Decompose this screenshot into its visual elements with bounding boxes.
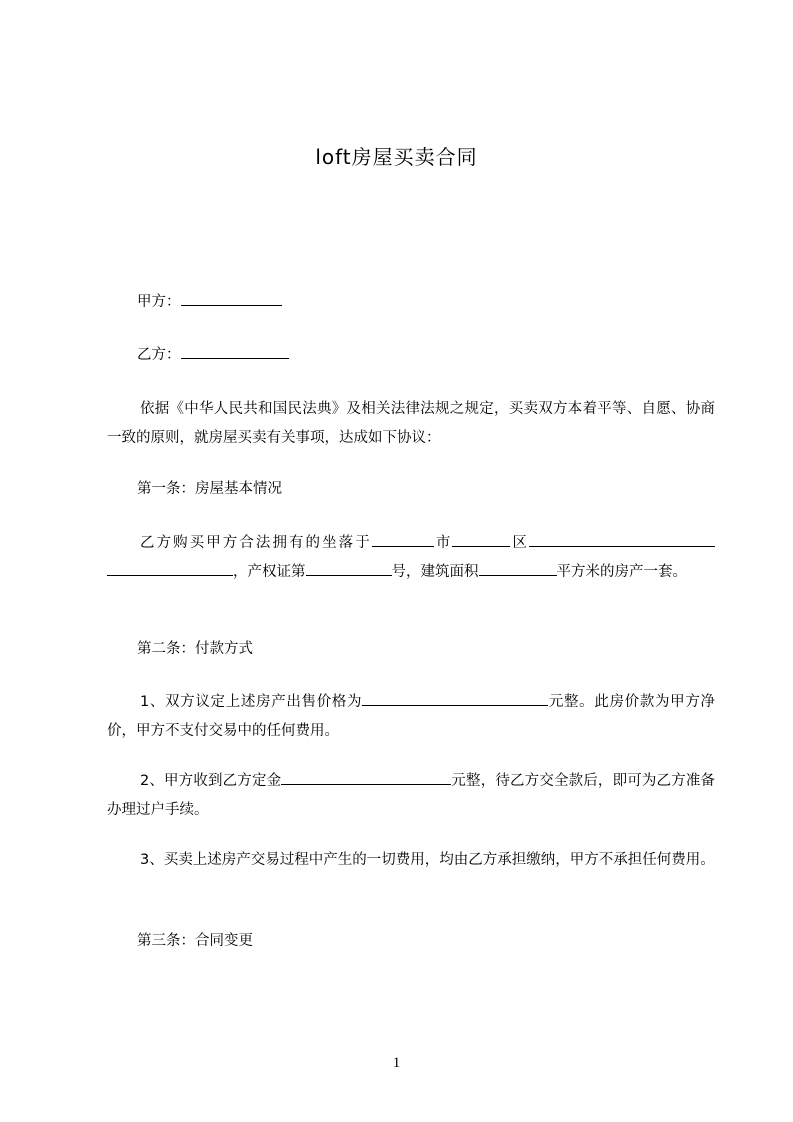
party-b-blank <box>181 343 289 359</box>
article2-item1 <box>107 688 715 746</box>
article1-area-label: 平方米的房产一套。 <box>556 564 687 580</box>
article1-text-part1: 乙方购买甲方合法拥有的坐落于 <box>140 535 372 551</box>
cert-number-blank <box>306 560 392 576</box>
article2-item3: 3、买卖上述房产交易过程中产生的一切费用，均由乙方承担缴纳，甲方不承担任何费用。 <box>140 852 715 868</box>
document-title: loft房屋买卖合同 <box>315 145 478 169</box>
area-blank <box>479 560 557 576</box>
party-b-label: 乙方： <box>137 347 181 363</box>
party-b-line <box>107 343 737 366</box>
article1-district-label: 区 <box>510 535 530 551</box>
preamble-paragraph: 依据《中华人民共和国民法典》及相关法律法规之规定，买卖双方本着平等、自愿、协商一致的原则，就房屋买卖有关事项，达成如下协议： <box>107 401 715 446</box>
article1-heading: 第一条：房屋基本情况 <box>137 481 282 497</box>
article1-paragraph <box>107 529 715 587</box>
article2-item2 <box>107 767 715 825</box>
district-blank <box>452 531 510 547</box>
article1-city-label: 市 <box>433 535 453 551</box>
article2-item1-part1: 1、双方议定上述房产出售价格为 <box>140 694 363 710</box>
party-a-line <box>107 290 737 313</box>
article2-item1-part2: 元整。此房价款为甲方净价，甲方不支付交易中的任何费用。 <box>107 694 715 739</box>
deposit-blank <box>281 769 451 785</box>
article3-heading: 第三条：合同变更 <box>137 933 253 949</box>
article2-heading: 第二条：付款方式 <box>137 641 253 657</box>
page-number: 1 <box>392 1055 401 1071</box>
article1-number-label: 号，建筑面积 <box>391 564 479 580</box>
city-blank <box>372 531 434 547</box>
party-a-blank <box>181 290 282 306</box>
address-blank-2 <box>107 560 233 576</box>
address-blank <box>529 531 715 547</box>
party-a-label: 甲方： <box>137 294 181 310</box>
price-blank <box>362 690 548 706</box>
article2-item2-part2: 元整，待乙方交全款后，即可为乙方准备办理过户手续。 <box>107 773 715 818</box>
article1-cert-label: ，产权证第 <box>233 564 306 580</box>
article2-item2-part1: 2、甲方收到乙方定金 <box>140 773 282 789</box>
